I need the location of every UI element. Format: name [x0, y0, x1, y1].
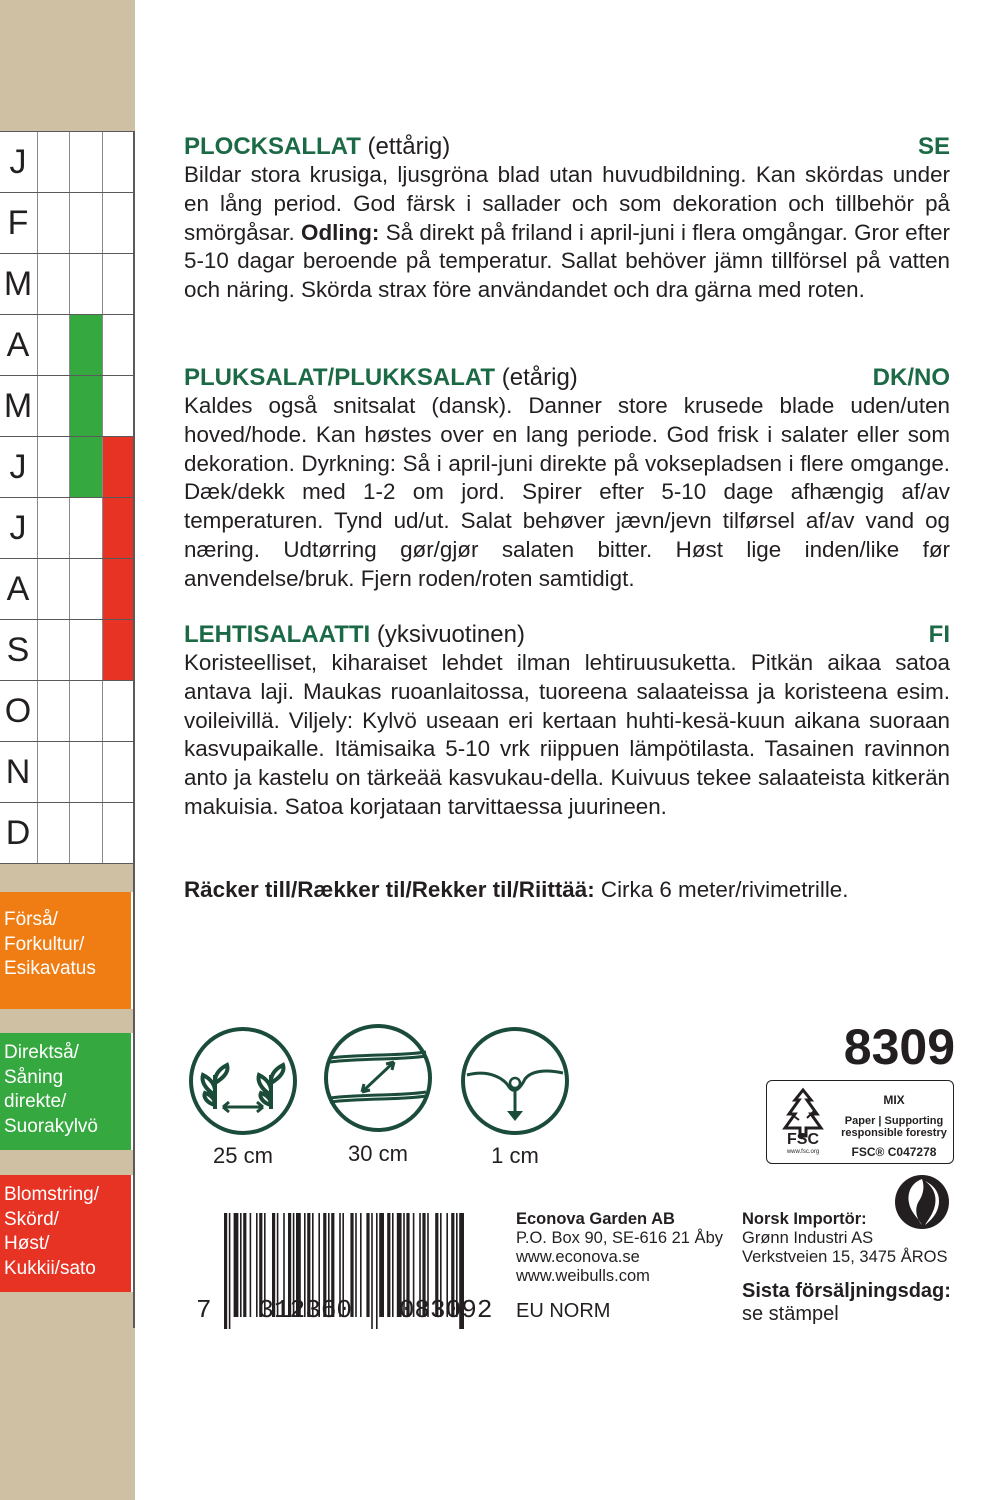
legend-harvest-line: Skörd/ [4, 1208, 59, 1230]
month-letter: F [7, 204, 29, 242]
section-text [184, 161, 950, 305]
plant-spacing-label: 25 cm [213, 1143, 273, 1168]
presow-cell [37, 620, 69, 680]
month-letter: A [6, 570, 30, 608]
presow-cell [37, 193, 69, 253]
month-letter: S [6, 631, 30, 669]
month-row [0, 619, 135, 680]
company-address [516, 1210, 723, 1286]
barcode-digits: 7 312360 083092 [196, 1295, 493, 1325]
legend-presow-line: Forkultur/ [4, 933, 85, 955]
presow-cell [37, 437, 69, 497]
section-subtitle: (ettårig) [367, 133, 451, 160]
kraft-strip [0, 1150, 135, 1175]
direct-sow-cell [69, 559, 102, 619]
row-spacing-label: 30 cm [348, 1141, 408, 1166]
month-letter: N [5, 753, 31, 791]
month-letter: O [4, 692, 32, 730]
month-row [0, 192, 135, 253]
language-code: FI [928, 621, 950, 648]
importer-name: Grønn Industri AS [742, 1229, 874, 1247]
month-row [0, 741, 135, 802]
month-letter: M [3, 265, 33, 303]
harvest-cell [102, 498, 135, 558]
legend-direct-line: Suorakylvö [4, 1115, 98, 1137]
direct-sow-cell [69, 803, 102, 863]
legend-harvest-line: Blomstring/ [4, 1184, 100, 1205]
section-heading [184, 621, 950, 649]
company-web-link[interactable]: www.econova.se [516, 1248, 640, 1266]
month-letter: J [9, 509, 27, 547]
month-row [0, 497, 135, 558]
presow-cell [37, 742, 69, 802]
month-letter: A [6, 326, 30, 364]
legend-direct-line: Direktså/ [4, 1042, 79, 1063]
section-text: Kaldes også snitsalat (dansk). Danner store krusede blade uden/uten hoved/hode. Kan høstes over en lang periode. God frisk i salater eller som dekoration. Dyrkning: Så i april-juni direkte på voksepladsen i flere omgange. Dæk/dekk med 1-2 om jord. Spirer efter 5-10 dage afhængig af/av temperaturen. Tynd ud/ut. Salat behøver jævn/jevn tilførsel af/av vand og næring. Udtørring gør/gjør salaten bitter. Høst lige inden/like før anvendelse/bruk. Fjern roden/roten samtidigt. [184, 393, 950, 591]
month-letter: D [5, 814, 31, 852]
fsc-code: FSC® C047278 [851, 1145, 937, 1159]
importer-street: Verkstveien 15, 3475 ÅROS [742, 1248, 948, 1266]
month-calendar [0, 131, 135, 864]
presow-cell [37, 803, 69, 863]
month-row [0, 558, 135, 619]
harvest-cell [102, 315, 135, 375]
fsc-url: www.fsc.org [786, 1149, 820, 1155]
section-heading [184, 133, 950, 161]
last-sale-date [742, 1280, 951, 1326]
direct-sow-cell [69, 254, 102, 314]
product-number: 8309 [843, 1019, 955, 1075]
row-spacing-icon [322, 1022, 434, 1134]
harvest-cell [102, 132, 135, 192]
kraft-strip [0, 864, 135, 892]
text-part: Så direkt på friland i april-juni i flera omgångar. Gror efter 5-10 dagar beroende på temperatur. Sallat behöver jämn tillförsel på vatten och näring. Skörda strax före användandet och dra gärna med roten. [184, 219, 950, 303]
harvest-cell [102, 376, 135, 436]
direct-sow-cell [69, 193, 102, 253]
presow-cell [37, 315, 69, 375]
legend-direct-line: direkte/ [4, 1091, 67, 1112]
harvest-cell [102, 437, 135, 497]
harvest-cell [102, 559, 135, 619]
month-letter: J [9, 143, 27, 181]
month-letter: M [3, 387, 33, 425]
language-code: SE [917, 133, 950, 160]
month-row [0, 131, 135, 192]
harvest-cell [102, 803, 135, 863]
month-row [0, 314, 135, 375]
month-row [0, 680, 135, 741]
legend-harvest-line: Høst/ [4, 1233, 50, 1254]
section-heading [184, 364, 950, 392]
presow-cell [37, 681, 69, 741]
harvest-cell [102, 620, 135, 680]
text-bold: Odling: [301, 219, 380, 245]
last-sale-value: se stämpel [742, 1303, 839, 1325]
section-title: LEHTISALAATTI [184, 621, 371, 648]
direct-sow-cell [69, 681, 102, 741]
section-text: Koristeelliset, kiharaiset lehdet ilman lehtiruusuketta. Pitkän aikaa satoa antava laji. Maukas ruoanlaitossa, tuoreena salaateissa ja koristeena esim. voileivillä. Viljely: Kylvö useaan eri kertaan huhti-kesä-kuun aikana suoraan kasvupaikalle. Itämisaika 5-10 vrk riippuen lämpötilasta. Tasainen ravinnon anto ja kastelu on tärkeää kasvukau-della. Kuivuus tekee salaateista kitkerän makuisia. Satoa korjataan tarvittaessa juurineen. [184, 650, 950, 819]
sowing-depth-icon [459, 1025, 571, 1137]
direct-sow-cell [69, 742, 102, 802]
sowing-depth-label: 1 cm [491, 1143, 539, 1168]
harvest-cell [102, 254, 135, 314]
direct-sow-cell [69, 620, 102, 680]
fsc-line2: responsible forestry [841, 1127, 947, 1139]
month-row [0, 802, 135, 863]
sowing-calendar-sidebar [0, 0, 135, 1500]
company-street: P.O. Box 90, SE-616 21 Åby [516, 1229, 723, 1247]
fsc-mix: MIX [883, 1093, 905, 1107]
company-web-link[interactable]: www.weibulls.com [516, 1267, 650, 1285]
legend-presow-line: Esikavatus [4, 958, 96, 979]
direct-sow-cell [69, 315, 102, 375]
kraft-strip [0, 1009, 135, 1033]
section-subtitle: (yksivuotinen) [376, 621, 525, 648]
importer-address [742, 1210, 947, 1267]
presow-cell [37, 254, 69, 314]
presow-cell [37, 132, 69, 192]
importer-label: Norsk Importör: [742, 1210, 867, 1228]
legend-direct-line: Såning [4, 1066, 64, 1088]
coverage-label: Räcker till/Rækker til/Rekker til/Riittää: [184, 877, 595, 902]
direct-sow-cell [69, 437, 102, 497]
section-subtitle: (etårig) [501, 364, 578, 391]
fsc-line1: Paper | Supporting [844, 1115, 944, 1127]
legend-presow [0, 892, 131, 1009]
month-row [0, 253, 135, 314]
direct-sow-cell [69, 132, 102, 192]
direct-sow-cell [69, 498, 102, 558]
legend-presow-line: Förså/ [4, 909, 58, 930]
legend-harvest [0, 1175, 131, 1292]
month-letter: J [9, 448, 27, 486]
coverage-value: Cirka 6 meter/rivimetrille. [600, 877, 849, 902]
presow-cell [37, 559, 69, 619]
eu-norm: EU NORM [516, 1300, 611, 1322]
company-name: Econova Garden AB [516, 1210, 675, 1228]
month-row [0, 375, 135, 436]
legend-harvest-line: Kukkii/sato [4, 1257, 96, 1279]
kraft-strip-top [0, 0, 135, 131]
legend-direct-sow [0, 1033, 131, 1150]
harvest-cell [102, 742, 135, 802]
harvest-cell [102, 193, 135, 253]
coverage-line [184, 877, 848, 903]
direct-sow-cell [69, 376, 102, 436]
section-title: PLUKSALAT/PLUKKSALAT [184, 364, 496, 391]
sidebar-edge-line [133, 131, 135, 1328]
fsc-logo-text: FSC [787, 1131, 819, 1148]
section-se [184, 133, 950, 305]
plant-spacing-icon [187, 1025, 299, 1137]
presow-cell [37, 498, 69, 558]
harvest-cell [102, 681, 135, 741]
fsc-label [766, 1080, 954, 1164]
text-part: Bildar stora krusiga, ljusgröna blad utan huvudbildning. Kan skördas under en lång period. God färsk i sallader och som dekoration och tillbehör på smörgåsar. [184, 162, 950, 245]
presow-cell [37, 376, 69, 436]
kraft-strip-bottom [0, 1292, 135, 1500]
section-fi [184, 621, 950, 822]
month-row [0, 436, 135, 497]
language-code: DK/NO [872, 364, 950, 391]
section-title: PLOCKSALLAT [184, 133, 361, 160]
section-dkno [184, 364, 950, 594]
last-sale-label: Sista försäljningsdag: [742, 1280, 951, 1302]
